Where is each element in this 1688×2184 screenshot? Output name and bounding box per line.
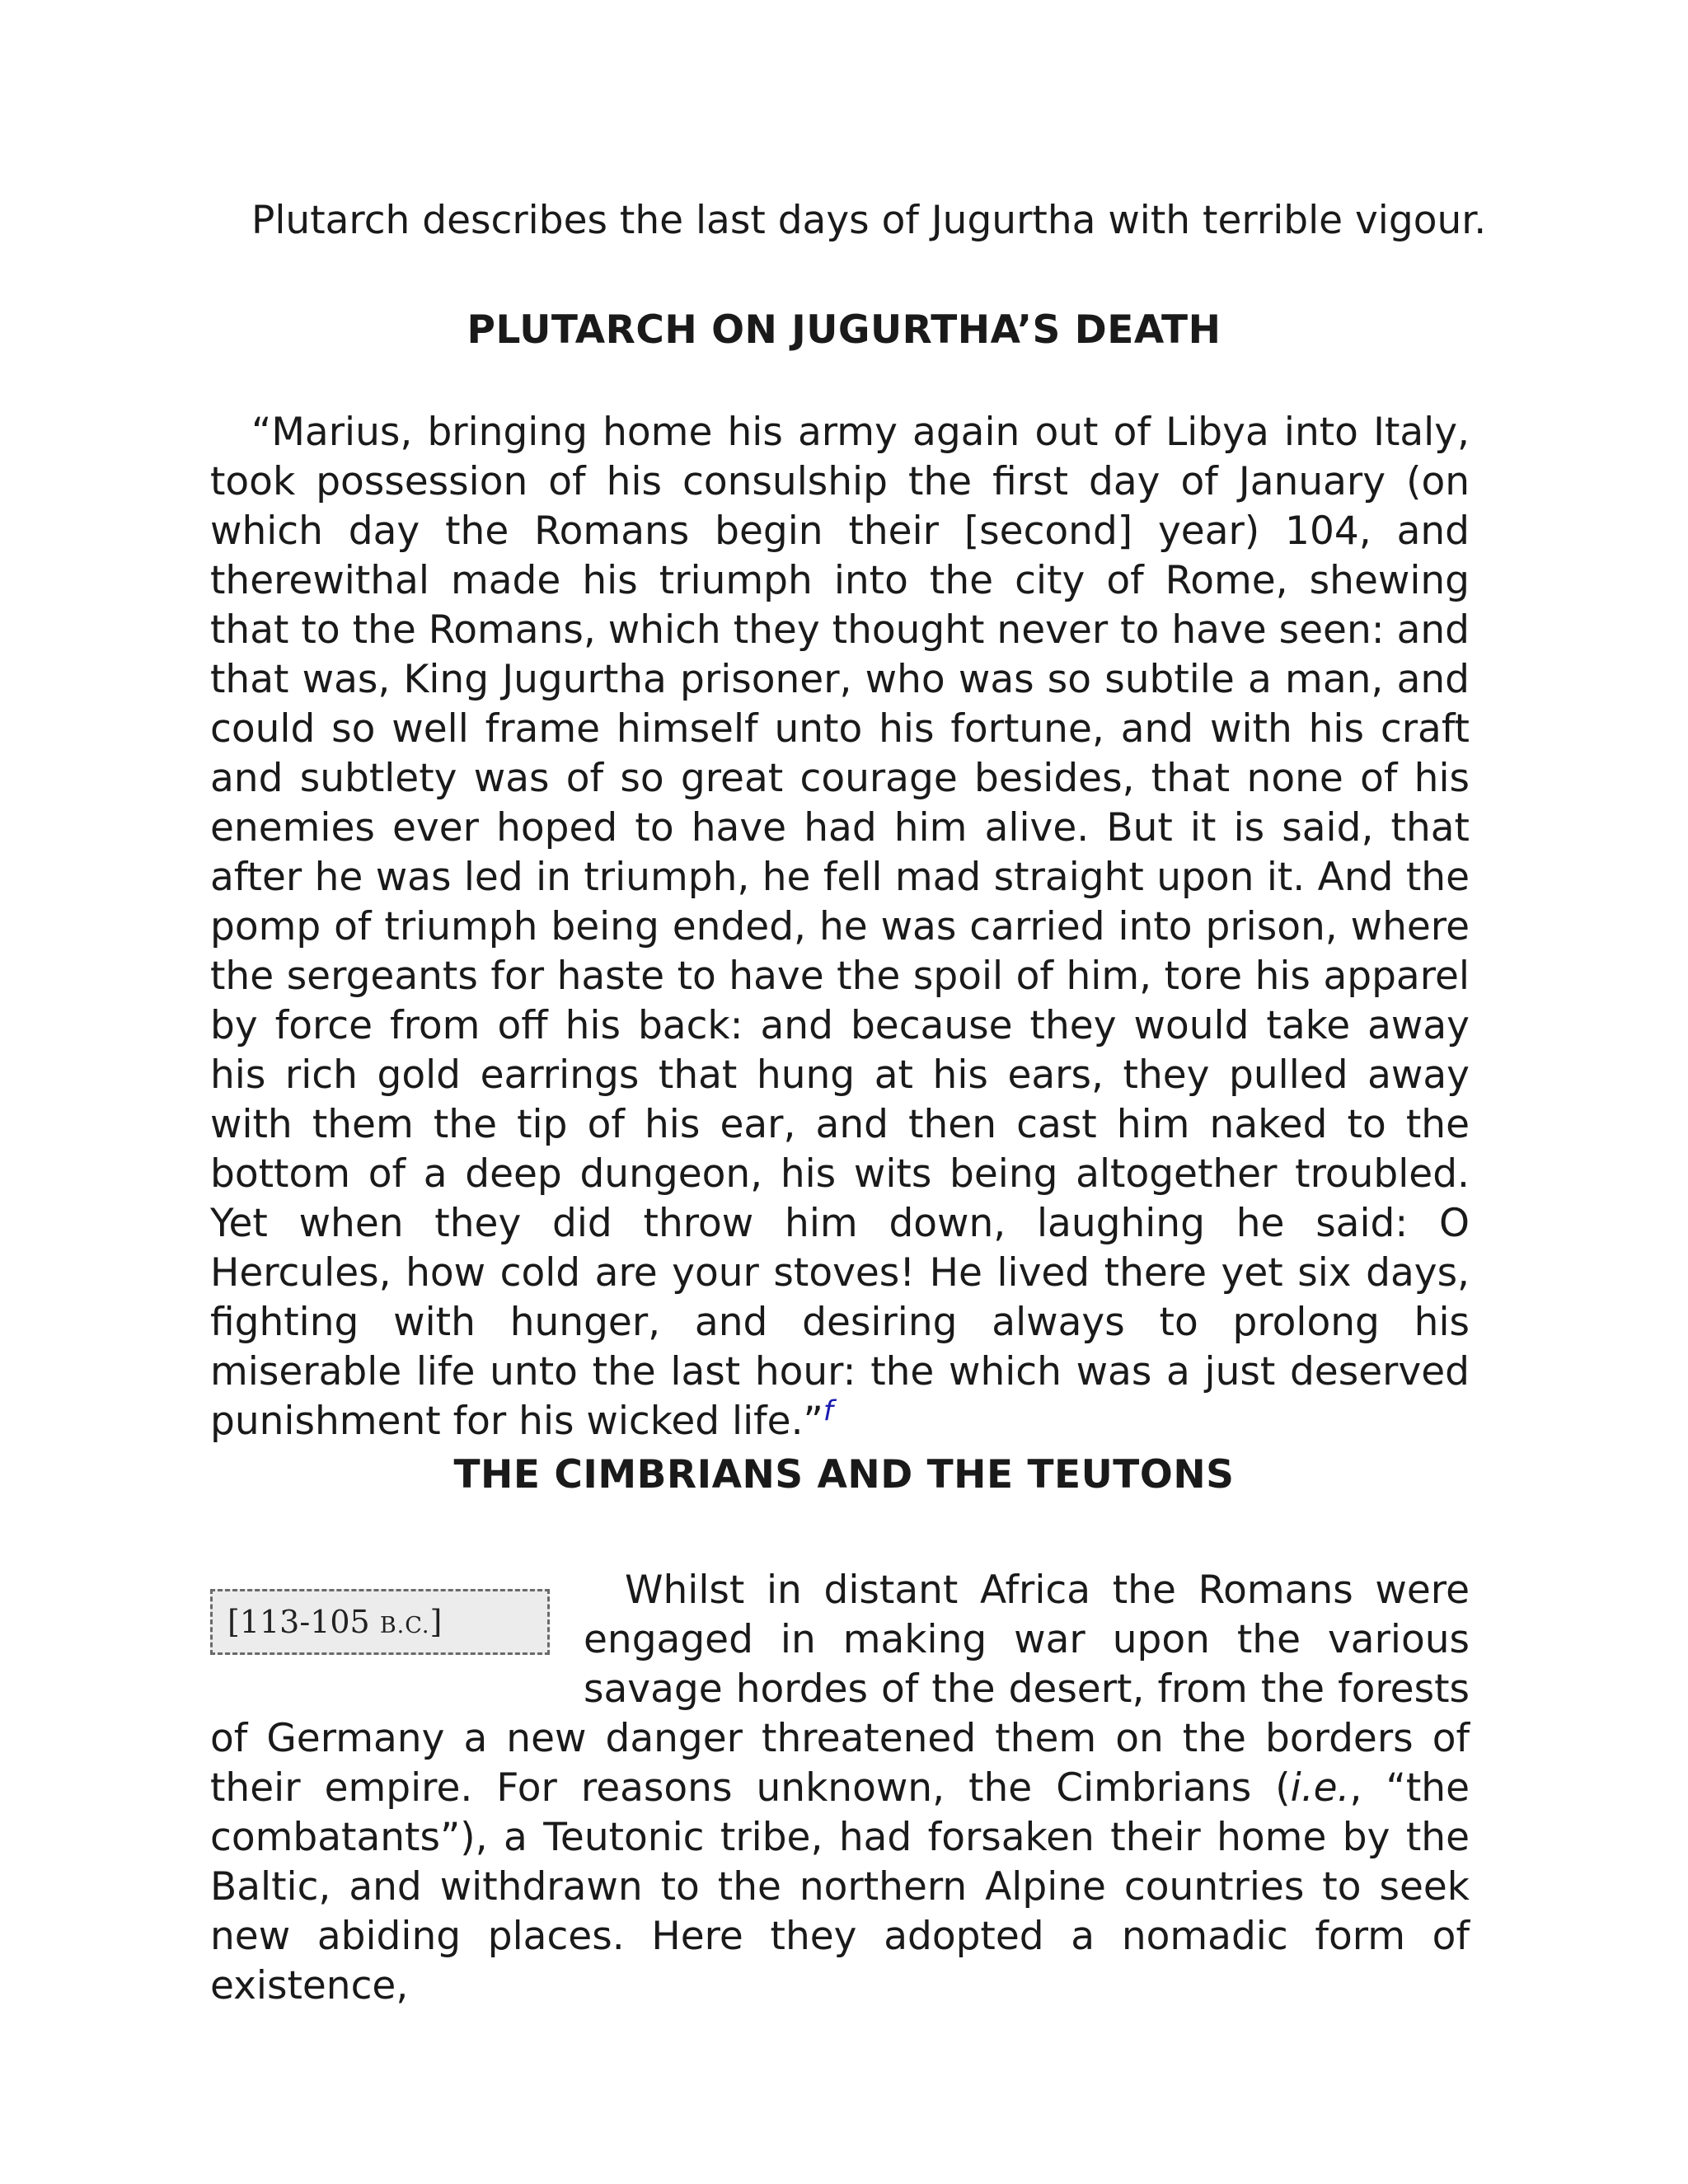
quote-text: “Marius, bringing home his army again out of Libya into Italy, took possession of his consulship the first day of January (on which day the Romans begin their [second] year) 104, and therewithal made his triumph into the city of Rome, shewing that to the Romans, which they thought never to have seen: and that was, King Jugurtha prisoner, who was so subtile a man, and could so well frame himself unto his fortune, and with his craft and subtlety was of so great courage besides, that none of his enemies ever hoped to have had him alive. But it is said, that after he was led in triumph, he fell mad straight upon it. And the pomp of triumph being ended, he was carried into prison, where the sergeants for haste to have the spoil of him, tore his apparel by force from off his back: and because they would take away his rich gold earrings that hung at his ears, they pulled away with them the tip of his ear, and then cast him naked to the bottom of a deep dungeon, his wits being altogether troubled. Yet when they did throw him down, laughing he said: O Hercules, how cold are your stoves! He lived there yet six days, fighting with hunger, and desiring always to prolong his miserable life unto the last hour: the which was a just deserved punishment for his wicked life.” (210, 410, 1470, 1444)
sidenote-date: [113-105 (227, 1604, 380, 1640)
sidenote-close: ] (429, 1604, 443, 1640)
sidenote-era: B.C. (379, 1613, 430, 1638)
cimbrians-text-part1: Whilst in distant Africa the Romans were engaged in making war upon the various savage hordes of the desert, from the forests of Germany a new danger threatened them on the borders of their empire. For reasons unknown, the Cimbrians ( (210, 1568, 1470, 1811)
intro-paragraph: Plutarch describes the last days of Jugurtha with terrible vigour. (251, 198, 1487, 243)
cimbrians-text-ie: i.e. (1290, 1765, 1350, 1811)
footnote-link[interactable]: f (823, 1394, 833, 1428)
section-heading-jugurtha-death: PLUTARCH ON JUGURTHA’S DEATH (467, 307, 1221, 353)
plutarch-quote-paragraph (210, 408, 1470, 1446)
sidenote-spacer (210, 1566, 584, 1714)
cimbrians-paragraph (210, 1566, 1470, 2011)
cimbrians-text-part2: , “the combatants”), a Teutonic tribe, had forsaken their home by the Baltic, and withdrawn to the northern Alpine countries to seek new abiding places. Here they adopted a nomadic form of existence, (210, 1765, 1470, 2008)
section-heading-cimbrians-teutons: THE CIMBRIANS AND THE TEUTONS (453, 1452, 1235, 1497)
